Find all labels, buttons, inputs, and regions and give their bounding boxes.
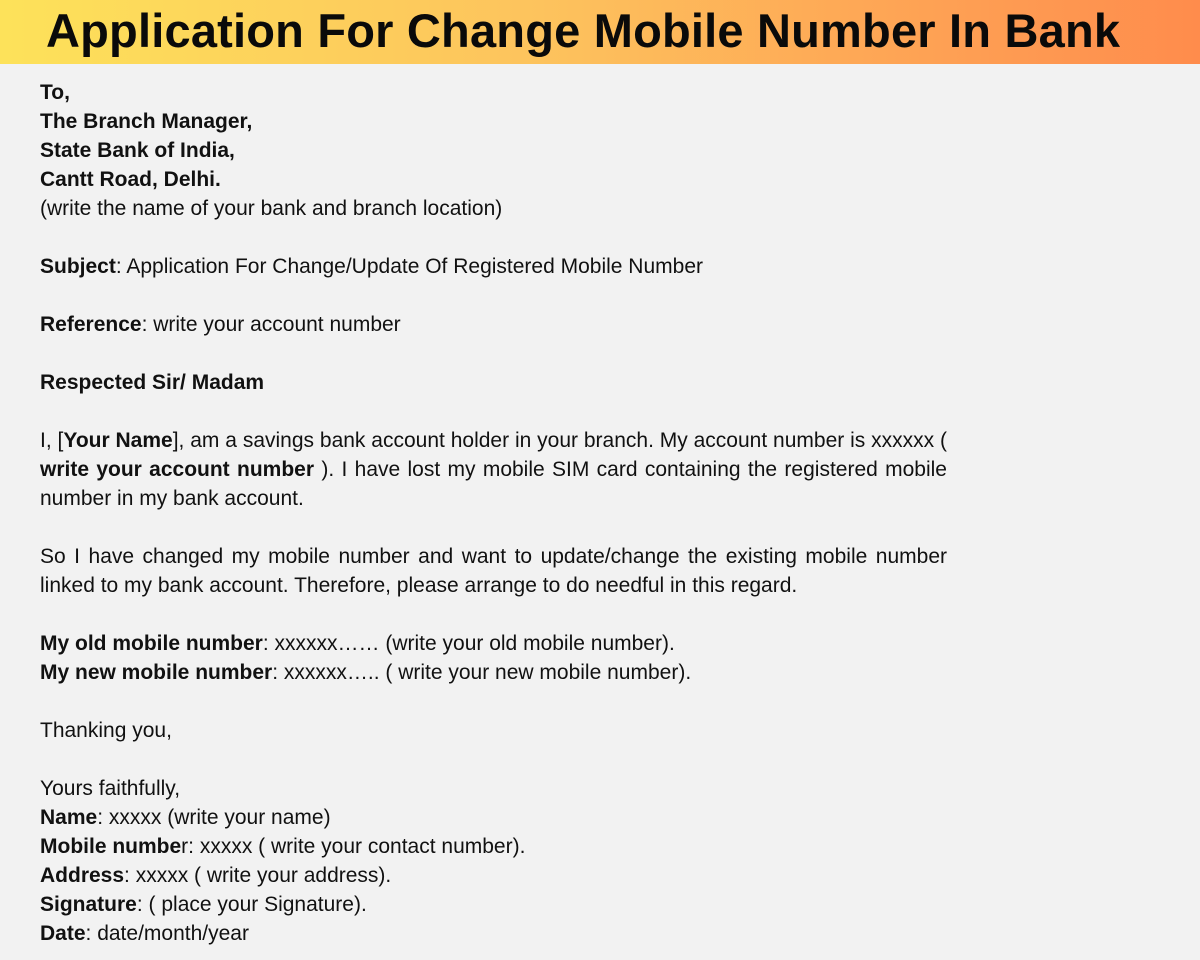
old-mobile-line bbox=[40, 629, 947, 658]
signoff-address bbox=[40, 861, 947, 890]
signoff-signature-label: Signature bbox=[40, 893, 137, 916]
reference-line bbox=[40, 310, 947, 339]
paragraph-1 bbox=[40, 426, 947, 513]
para1-account-number: write your account number bbox=[40, 458, 315, 481]
old-mobile-text: : xxxxxx…… (write your old mobile number). bbox=[262, 632, 675, 655]
para1-text-2: ], am a savings bank account holder in your branch. My account number is xxxxxx ( bbox=[172, 429, 947, 452]
signoff-signature-text: : ( place your Signature). bbox=[136, 893, 367, 916]
subject-label: Subject bbox=[40, 255, 116, 278]
signoff-mobile-label: Mobile numbe bbox=[40, 835, 182, 858]
new-mobile-label: My new mobile number bbox=[40, 661, 273, 684]
title-banner bbox=[0, 0, 1200, 64]
salutation: Respected Sir/ Madam bbox=[40, 371, 265, 394]
subject-text: : Application For Change/Update Of Registered Mobile Number bbox=[115, 255, 703, 278]
thanks: Thanking you, bbox=[40, 719, 172, 742]
signoff-mobile bbox=[40, 832, 947, 861]
para1-text-3: ). I have lost my mobile SIM card containing the registered mobile number in my bank account. bbox=[40, 458, 947, 510]
signoff-date bbox=[40, 919, 947, 948]
closing: Yours faithfully, bbox=[40, 777, 181, 800]
new-mobile-text: : xxxxxx….. ( write your new mobile number). bbox=[272, 661, 692, 684]
address-location: Cantt Road, Delhi. bbox=[40, 168, 221, 191]
new-mobile-line bbox=[40, 658, 947, 687]
address-to: To, bbox=[40, 81, 70, 104]
signoff-name-text: : xxxxx (write your name) bbox=[97, 806, 331, 829]
reference-label: Reference bbox=[40, 313, 142, 336]
signoff-name bbox=[40, 803, 947, 832]
address-note: (write the name of your bank and branch location) bbox=[40, 197, 503, 220]
signoff-address-label: Address bbox=[40, 864, 125, 887]
reference-text: : write your account number bbox=[141, 313, 401, 336]
subject-line bbox=[40, 252, 947, 281]
letter-body bbox=[40, 78, 947, 948]
para1-your-name: Your Name bbox=[63, 429, 173, 452]
signoff-name-label: Name bbox=[40, 806, 98, 829]
signoff-date-text: : date/month/year bbox=[85, 922, 249, 945]
old-mobile-label: My old mobile number bbox=[40, 632, 263, 655]
page-title: Application For Change Mobile Number In Bank bbox=[46, 4, 1121, 57]
address-bank: State Bank of India, bbox=[40, 139, 235, 162]
para1-text-1: I, [ bbox=[40, 429, 64, 452]
signoff-signature bbox=[40, 890, 947, 919]
signoff-date-label: Date bbox=[40, 922, 86, 945]
signoff-address-text: : xxxxx ( write your address). bbox=[124, 864, 392, 887]
signoff-mobile-text: r: xxxxx ( write your contact number). bbox=[181, 835, 526, 858]
paragraph-2: So I have changed my mobile number and want to update/change the existing mobile number linked to my bank account. Therefore, please arrange to do needful in this regard. bbox=[40, 545, 947, 597]
address-recipient: The Branch Manager, bbox=[40, 110, 253, 133]
